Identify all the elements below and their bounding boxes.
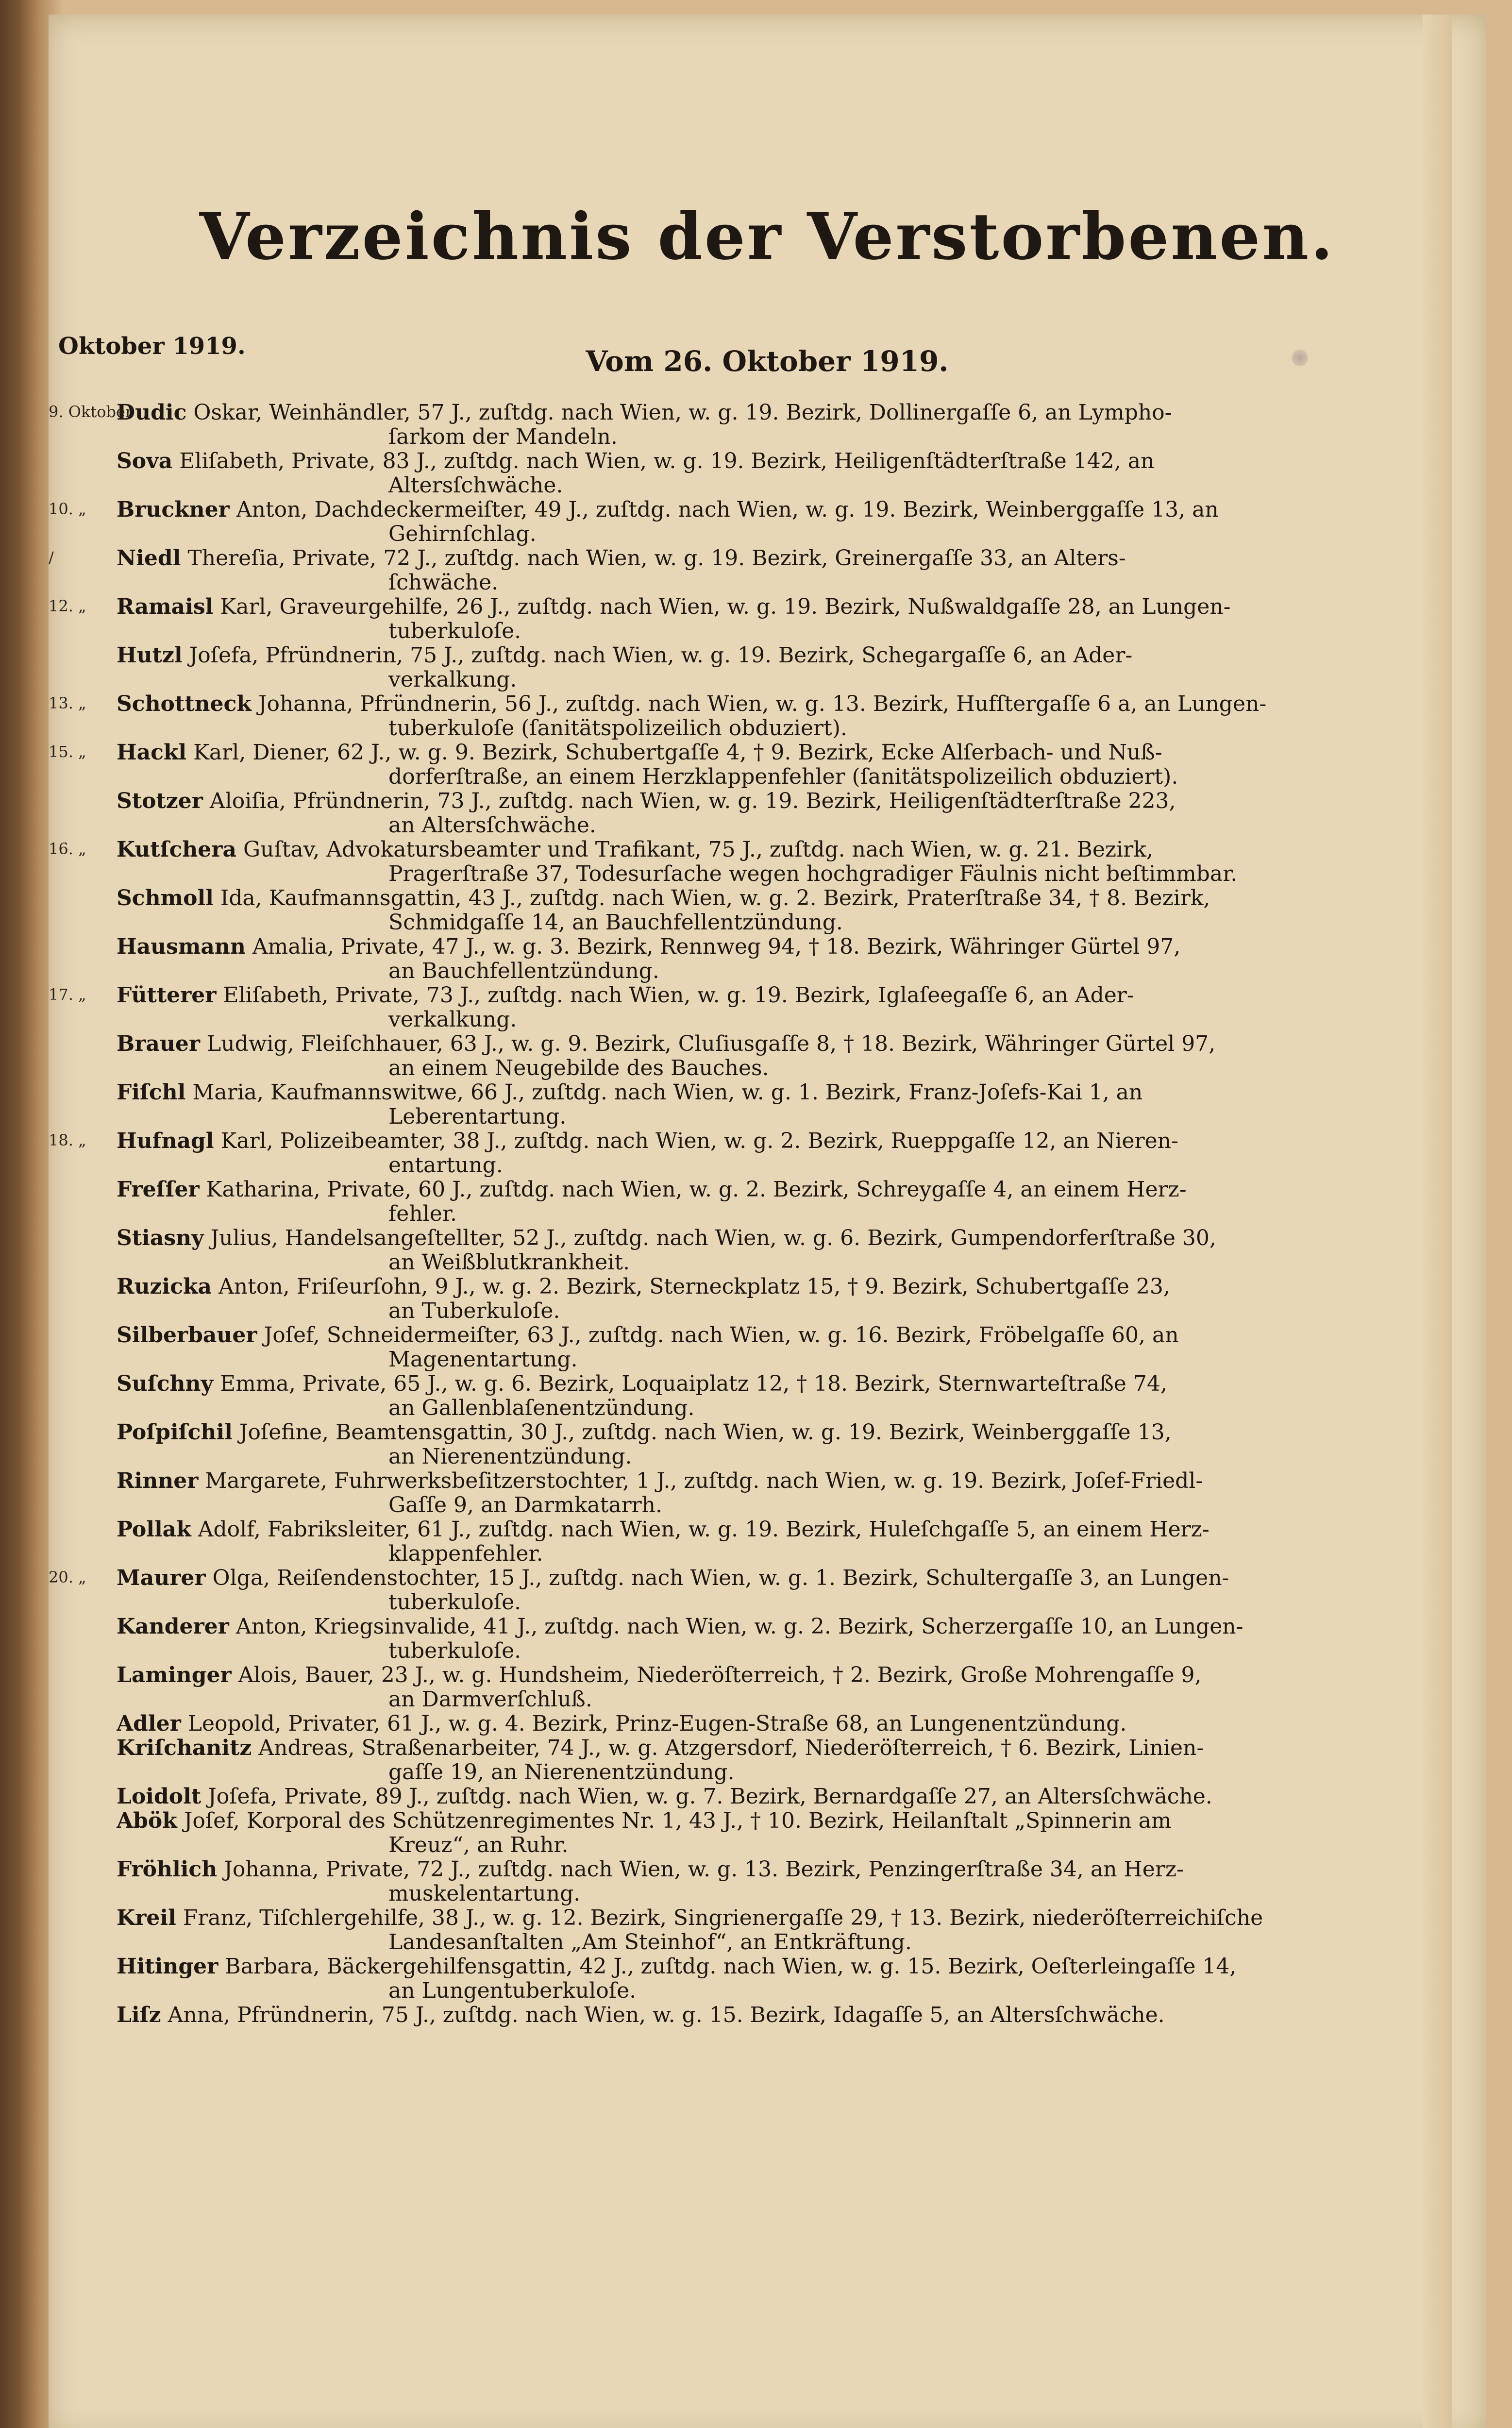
entry-text: Karl, Diener, 62 J., w. g. 9. Bezirk, Schubertgaſſe 4, † 9. Bezirk, Ecke Alſerbach- und Nuß- [186,741,1162,765]
entry-text: Joſefine, Beamtensgattin, 30 J., zuſtdg. nach Wien, w. g. 19. Bezirk, Weinberggaſſe 13, [232,1420,1172,1445]
entry-line-first [117,1906,1379,1930]
entry-date: 9. Oktober [49,403,133,421]
death-entry [49,741,1379,789]
entry-text: Karl, Graveurgehilfe, 26 J., zuſtdg. nach Wien, w. g. 19. Bezirk, Nußwaldgaſſe 28, an Lungen- [213,595,1231,619]
death-entry [49,692,1379,741]
entry-text: Oskar, Weinhändler, 57 J., zuſtdg. nach Wien, w. g. 19. Bezirk, Dollinergaſſe 6, an Lympho- [186,401,1172,425]
entry-line-continuation: gaſſe 19, an Nierenentzündung. [388,1760,735,1785]
entry-line-first [117,449,1379,473]
entry-text: Barbara, Bäckergehilfensgattin, 42 J., zuſtdg. nach Wien, w. g. 15. Bezirk, Oeſterleingaſſe 14, [218,1955,1237,1979]
entry-line-first [117,1712,1379,1736]
entry-date: 16. „ [49,840,86,858]
entry-text: Anton, Kriegsinvalide, 41 J., zuſtdg. nach Wien, w. g. 2. Bezirk, Scherzergaſſe 10, an Lungen- [229,1615,1243,1639]
entry-line-continuation: tuberkuloſe. [388,619,521,643]
entry-surname: Freſſer [117,1178,200,1202]
entry-line-continuation: Magenentartung. [388,1348,578,1372]
page-title: Verzeichnis der Verstorbenen. [199,199,1335,274]
death-entry [117,1736,1379,1785]
death-entry [117,2003,1379,2027]
entry-line-continuation: an Tuberkuloſe. [388,1299,560,1323]
death-entry [117,1032,1379,1080]
entry-text: Alois, Bauer, 23 J., w. g. Hundsheim, Niederöſterreich, † 2. Bezirk, Große Mohrengaſſe 9, [231,1663,1202,1687]
entry-line-first [117,1372,1379,1396]
entry-surname: Loidolt [117,1785,202,1809]
entry-line-first [117,1080,1379,1105]
death-entry [117,1615,1379,1663]
entry-date: 17. „ [49,985,86,1004]
entry-surname: Rinner [117,1469,199,1493]
death-entry [117,1275,1379,1323]
entry-surname: Maurer [117,1566,206,1590]
death-entry [117,1372,1379,1420]
entry-surname: Ramaisl [117,595,214,619]
death-entry [117,1809,1379,1857]
death-entry [117,1323,1379,1372]
entry-text: Johanna, Private, 72 J., zuſtdg. nach Wien, w. g. 13. Bezirk, Penzingerſtraße 34, an Herz- [217,1857,1184,1882]
death-entry [117,886,1379,935]
death-entry [117,1178,1379,1226]
entry-line-continuation: Landesanſtalten „Am Steinhof“, an Entkräftung. [388,1930,912,1955]
month-label: Oktober 1919. [58,333,246,360]
entry-line-continuation: an Bauchfellentzündung. [388,959,659,983]
entry-line-first [117,1955,1379,1979]
death-entry [117,643,1379,692]
entry-surname: Laminger [117,1663,232,1687]
entry-text: Leopold, Privater, 61 J., w. g. 4. Bezirk, Prinz-Eugen-Straße 68, an Lungenentzündung. [181,1712,1127,1736]
entry-line-continuation: Gaſſe 9, an Darmkatarrh. [388,1493,662,1518]
entry-surname: Bruckner [117,498,230,522]
entry-line-first [117,1275,1379,1299]
entry-surname: Kriſchanitz [117,1736,252,1760]
entry-date: 15. „ [49,742,86,761]
entry-surname: Pollak [117,1518,191,1542]
entry-surname: Brauer [117,1032,201,1056]
entry-line-continuation: Schmidgaſſe 14, an Bauchfellentzündung. [388,910,843,935]
page-edge [1423,15,1452,2428]
entry-line-first [117,1469,1379,1493]
entry-surname: Poſpiſchil [117,1420,233,1445]
entry-line-continuation: verkalkung. [388,668,517,692]
entry-line-first [117,1226,1379,1250]
death-entry [117,1226,1379,1275]
entry-line-first [117,1032,1379,1056]
entry-line-continuation: muskelentartung. [388,1882,581,1906]
entry-date: / [49,548,54,567]
entry-surname: Suſchny [117,1372,214,1396]
death-entry [49,1129,1379,1178]
entry-surname: Kreil [117,1906,176,1930]
death-entry [49,595,1379,643]
death-entry [117,1906,1379,1955]
entry-line-first [117,838,1379,862]
entry-text: Anton, Friſeurſohn, 9 J., w. g. 2. Bezirk, Sterneckplatz 15, † 9. Bezirk, Schubertgaſſe 23, [212,1275,1170,1299]
entry-surname: Ruzicka [117,1275,212,1299]
entry-text: Emma, Private, 65 J., w. g. 6. Bezirk, Loquaiplatz 12, † 18. Bezirk, Sternwarteſtraße 74, [213,1372,1167,1396]
entry-date: 10. „ [49,500,86,518]
entry-surname: Hutzl [117,643,183,668]
entry-line-first [117,1857,1379,1882]
entry-text: Eliſabeth, Private, 73 J., zuſtdg. nach Wien, w. g. 19. Bezirk, Iglaſeegaſſe 6, an Ader- [216,983,1134,1008]
entry-line-continuation: verkalkung. [388,1008,517,1032]
entry-surname: Silberbauer [117,1323,257,1348]
entry-line-continuation: klappenfehler. [388,1542,543,1566]
stain-mark [1292,350,1308,366]
entry-surname: Stotzer [117,789,203,813]
entry-line-continuation: an Nierenentzündung. [388,1445,632,1469]
entry-line-first [117,595,1379,619]
entry-surname: Niedl [117,546,181,571]
entry-text: Julius, Handelsangeſtellter, 52 J., zuſtdg. nach Wien, w. g. 6. Bezirk, Gumpendorferſtraße 30, [203,1226,1216,1250]
death-entry [117,935,1379,983]
entry-text: Joſefa, Private, 89 J., zuſtdg. nach Wien, w. g. 7. Bezirk, Bernardgaſſe 27, an Altersſchwäche. [201,1785,1212,1809]
entry-line-continuation: tuberkuloſe. [388,1639,521,1663]
entry-surname: Kanderer [117,1615,229,1639]
entry-line-first [117,643,1379,668]
death-entry [49,1566,1379,1615]
entry-line-first [117,789,1379,813]
entries-list [49,401,1379,2027]
death-entry [117,1712,1379,1736]
entry-text: Amalia, Private, 47 J., w. g. 3. Bezirk, Rennweg 94, † 18. Bezirk, Währinger Gürtel 97, [245,935,1181,959]
entry-text: Aloiſia, Pfründnerin, 73 J., zuſtdg. nach Wien, w. g. 19. Bezirk, Heiligenſtädterſtraße 223, [202,789,1176,813]
entry-line-continuation: ſchwäche. [388,571,499,595]
death-entry [117,1420,1379,1469]
death-entry [117,1663,1379,1712]
entry-surname: Sova [117,449,173,473]
death-entry [117,1857,1379,1906]
entry-line-continuation: Leberentartung. [388,1105,567,1129]
entry-text: Guſtav, Advokatursbeamter und Trafikant, 75 J., zuſtdg. nach Wien, w. g. 21. Bezirk, [236,838,1153,862]
entry-text: Joſef, Schneidermeiſter, 63 J., zuſtdg. nach Wien, w. g. 16. Bezirk, Fröbelgaſſe 60, an [257,1323,1179,1348]
entry-line-first [117,546,1379,571]
entry-text: Anna, Pfründnerin, 75 J., zuſtdg. nach Wien, w. g. 15. Bezirk, Idagaſſe 5, an Altersſchwäche. [161,2003,1165,2027]
entry-line-first [117,498,1379,522]
entry-line-continuation: an Gallenblaſenentzündung. [388,1396,695,1420]
entry-line-first [117,1323,1379,1348]
entry-line-first [117,1129,1379,1153]
death-entry [117,1080,1379,1129]
death-entry [117,1785,1379,1809]
entry-surname: Schottneck [117,692,252,716]
entry-line-first [117,1615,1379,1639]
entry-line-continuation: fehler. [388,1202,457,1226]
entry-line-continuation: entartung. [388,1153,503,1178]
entry-date: 12. „ [49,597,86,615]
entry-text: Andreas, Straßenarbeiter, 74 J., w. g. Atzgersdorf, Niederöſterreich, † 6. Bezirk, Linien- [252,1736,1204,1760]
entry-text: Eliſabeth, Private, 83 J., zuſtdg. nach Wien, w. g. 19. Bezirk, Heiligenſtädterſtraße 142, an [172,449,1155,473]
entry-line-first [117,2003,1379,2027]
entry-date: 20. „ [49,1568,86,1586]
entry-line-first [117,741,1379,765]
entry-line-first [117,1420,1379,1445]
entry-text: Maria, Kaufmannswitwe, 66 J., zuſtdg. nach Wien, w. g. 1. Bezirk, Franz-Joſefs-Kai 1, an [185,1080,1143,1105]
entry-surname: Hufnagl [117,1129,214,1153]
entry-line-continuation: an Lungentuberkuloſe. [388,1979,637,2003]
entry-surname: Fiſchl [117,1080,186,1105]
death-entry [117,1518,1379,1566]
death-entry [117,789,1379,838]
entry-surname: Abök [117,1809,177,1833]
entry-line-first [117,1178,1379,1202]
entry-line-first [117,1736,1379,1760]
entry-line-continuation: Altersſchwäche. [388,473,563,498]
entry-line-continuation: an Altersſchwäche. [388,813,596,838]
entry-surname: Hackl [117,741,187,765]
entry-line-first [117,692,1379,716]
entry-surname: Dudic [117,401,187,425]
entry-text: Ida, Kaufmannsgattin, 43 J., zuſtdg. nach Wien, w. g. 2. Bezirk, Praterſtraße 34, † 8. Bezirk, [213,886,1210,910]
entry-line-continuation: an einem Neugebilde des Bauches. [388,1056,769,1080]
death-entry [117,1955,1379,2003]
entry-line-first [117,1566,1379,1590]
entry-text: Anton, Dachdeckermeiſter, 49 J., zuſtdg. nach Wien, w. g. 19. Bezirk, Weinberggaſſe 13, an [229,498,1219,522]
entry-surname: Hausmann [117,935,246,959]
entry-line-first [117,1785,1379,1809]
entry-line-first [117,1809,1379,1833]
entry-surname: Kutſchera [117,838,236,862]
death-entry [49,498,1379,546]
entry-text: Ludwig, Fleiſchhauer, 63 J., w. g. 9. Bezirk, Cluſiusgaſſe 8, † 18. Bezirk, Währinger Gürtel 97, [200,1032,1216,1056]
death-entry [49,983,1379,1032]
entry-line-continuation: an Weißblutkrankheit. [388,1250,630,1275]
entry-text: Adolf, Fabriksleiter, 61 J., zuſtdg. nach Wien, w. g. 19. Bezirk, Huleſchgaſſe 5, an einem Herz- [191,1518,1210,1542]
entry-surname: Hitinger [117,1955,218,1979]
entry-surname: Stiasny [117,1226,204,1250]
entry-surname: Liſz [117,2003,161,2027]
entry-line-continuation: ſarkom der Mandeln. [388,425,618,449]
death-entry [49,401,1379,449]
entry-line-continuation: tuberkuloſe. [388,1590,521,1615]
entry-text: Margarete, Fuhrwerksbeſitzerstochter, 1 J., zuſtdg. nach Wien, w. g. 19. Bezirk, Joſef-Friedl- [198,1469,1203,1493]
entry-surname: Adler [117,1712,181,1736]
entry-line-continuation: tuberkuloſe (ſanitätspolizeilich obduziert). [388,716,847,741]
entry-text: Franz, Tiſchlergehilfe, 38 J., w. g. 12. Bezirk, Singrienergaſſe 29, † 13. Bezirk, niederöſterreichiſche [176,1906,1263,1930]
entry-surname: Fröhlich [117,1857,218,1882]
entry-line-first [117,886,1379,910]
death-entry [117,1469,1379,1518]
entry-line-first [117,983,1379,1008]
entry-line-first [117,401,1379,425]
entry-line-continuation: Gehirnſchlag. [388,522,537,546]
death-entry [117,449,1379,498]
entry-date: 13. „ [49,694,86,712]
entry-text: Joſefa, Pfründnerin, 75 J., zuſtdg. nach Wien, w. g. 19. Bezirk, Schegargaſſe 6, an Ader- [182,643,1133,668]
death-entry [49,838,1379,886]
entry-line-continuation: dorferſtraße, an einem Herzklappenfehler (ſanitätspolizeilich obduziert). [388,765,1178,789]
entry-text: Joſef, Korporal des Schützenregimentes Nr. 1, 43 J., † 10. Bezirk, Heilanſtalt „Spinnerin am [177,1809,1172,1833]
death-entry [49,546,1379,595]
document-page [49,15,1486,2428]
entry-line-first [117,1518,1379,1542]
entry-line-continuation: Pragerſtraße 37, Todesurſache wegen hochgradiger Fäulnis nicht beſtimmbar. [388,862,1238,886]
entry-line-continuation: an Darmverſchluß. [388,1687,592,1712]
entry-text: Thereſia, Private, 72 J., zuſtdg. nach Wien, w. g. 19. Bezirk, Greinergaſſe 33, an Alters- [181,546,1126,571]
entry-line-continuation: Kreuz“, an Ruhr. [388,1833,569,1857]
entry-text: Johanna, Pfründnerin, 56 J., zuſtdg. nach Wien, w. g. 13. Bezirk, Hufſtergaſſe 6 a, an Lungen- [251,692,1267,716]
entry-surname: Fütterer [117,983,217,1008]
entry-line-first [117,1663,1379,1687]
date-heading: Vom 26. Oktober 1919. [586,345,949,378]
entry-text: Olga, Reiſendenstochter, 15 J., zuſtdg. nach Wien, w. g. 1. Bezirk, Schultergaſſe 3, an Lungen- [205,1566,1229,1590]
entry-text: Karl, Polizeibeamter, 38 J., zuſtdg. nach Wien, w. g. 2. Bezirk, Rueppgaſſe 12, an Nieren- [214,1129,1178,1153]
entry-text: Katharina, Private, 60 J., zuſtdg. nach Wien, w. g. 2. Bezirk, Schreygaſſe 4, an einem Herz- [199,1178,1187,1202]
entry-surname: Schmoll [117,886,214,910]
entry-line-first [117,935,1379,959]
entry-date: 18. „ [49,1131,86,1149]
